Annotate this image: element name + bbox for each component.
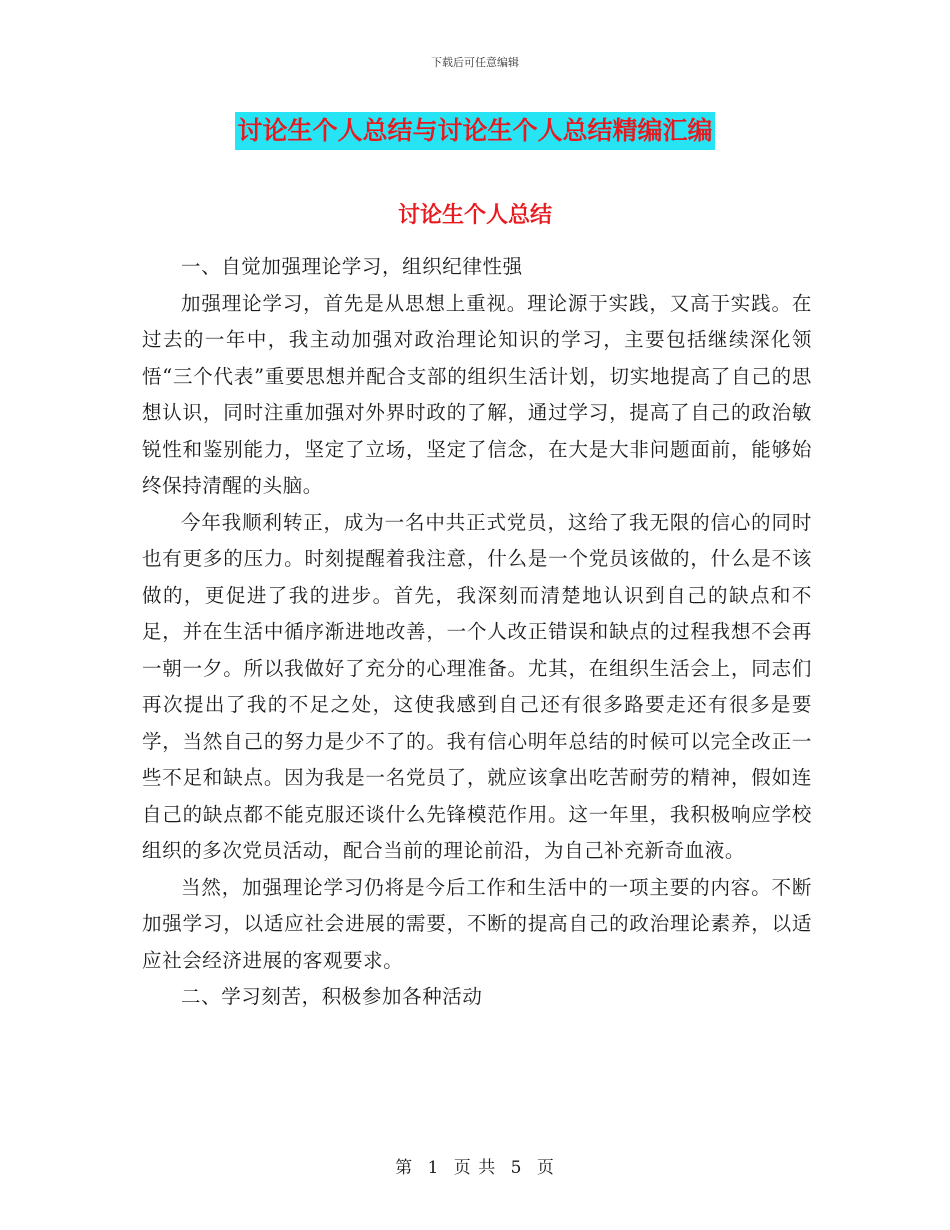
page-footer: [0, 1153, 950, 1178]
footer-prefix: 第: [395, 1158, 414, 1178]
section-heading: 一、自觉加强理论学习，组织纪律性强: [181, 255, 523, 278]
body-paragraph: 加强理论学习，首先是从思想上重视。理论源于实践，又高于实践。在过去的一年中，我主动加强对政治理论知识的学习，主要包括继续深化领悟“三个代表”重要思想并配合支部的组织生活计划，切实地提高了自己的思想认识，同时注重加强对外界时政的了解，通过学习，提高了自己的政治敏锐性和鉴别能力，坚定了立场，坚定了信念，在大是大非问题面前，能够始终保持清醒的头脑。: [142, 291, 812, 497]
section-title: 讨论生个人总结: [397, 202, 552, 228]
body-paragraph: 今年我顺利转正，成为一名中共正式党员，这给了我无限的信心的同时也有更多的压力。时刻提醒着我注意，什么是一个党员该做的，什么是不该做的，更促进了我的进步。首先，我深刻而清楚地认识到自己的缺点和不足，并在生活中循序渐进地改善，一个人改正错误和缺点的过程我想不会再一朝一夕。所以我做好了充分的心理准备。尤其，在组织生活会上，同志们再次提出了我的不足之处，这使我感到自己还有很多路要走还有很多是要学，当然自己的努力是少不了的。我有信心明年总结的时候可以完全改正一些不足和缺点。因为我是一名党员了，就应该拿出吃苦耐劳的精神，假如连自己的缺点都不能克服还谈什么先锋模范作用。这一年里，我积极响应学校组织的多次党员活动，配合当前的理论前沿，为自己补充新奇血液。: [142, 510, 812, 862]
document-title-container: [0, 112, 950, 150]
document-body: [142, 249, 812, 1016]
footer-page-number: 1: [427, 1158, 440, 1178]
document-title: 讨论生个人总结与讨论生个人总结精编汇编: [235, 112, 714, 150]
section-heading: 二、学习刻苦，积极参加各种活动: [181, 985, 483, 1008]
body-paragraph: 当然，加强理论学习仍将是今后工作和生活中的一项主要的内容。不断加强学习，以适应社会进展的需要，不断的提高自己的政治理论素养，以适应社会经济进展的客观要求。: [142, 875, 812, 972]
footer-total-pages: 5: [510, 1158, 523, 1178]
page-header-note: 下载后可任意编辑: [431, 56, 519, 69]
footer-mid: 页 共: [453, 1158, 497, 1178]
footer-suffix: 页: [536, 1158, 555, 1178]
